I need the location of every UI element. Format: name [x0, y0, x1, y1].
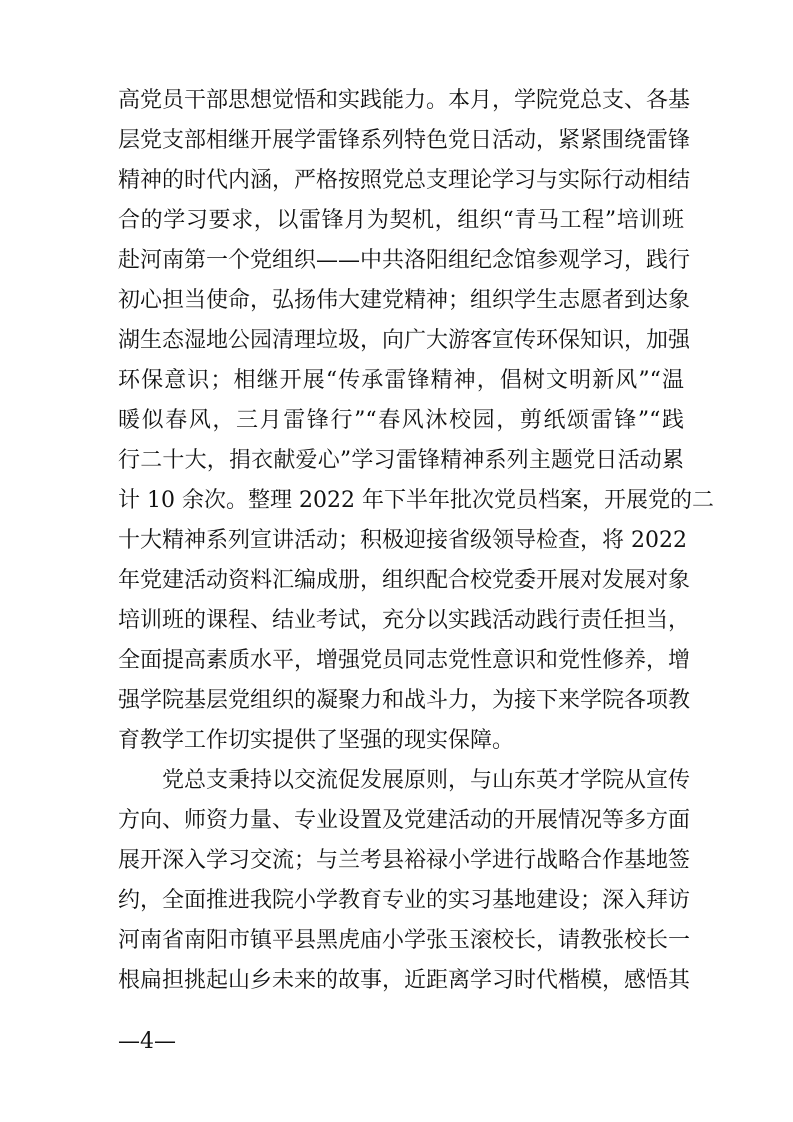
- paragraph-line: 赴河南第一个党组织——中共洛阳组纪念馆参观学习，践行: [118, 248, 691, 273]
- paragraph-line: 约，全面推进我院小学教育专业的实习基地建设；深入拜访: [118, 888, 691, 913]
- paragraph-line: 年党建活动资料汇编成册，组织配合校党委开展对发展对象: [118, 568, 691, 593]
- paragraph-line: 计 10 余次。整理 2022 年下半年批次党员档案，开展党的二: [118, 488, 714, 513]
- paragraph-line: 展开深入学习交流；与兰考县裕禄小学进行战略合作基地签: [118, 848, 691, 873]
- paragraph-line: 行二十大，捐衣献爱心”学习雷锋精神系列主题党日活动累: [118, 448, 684, 473]
- paragraph-line: 党总支秉持以交流促发展原则，与山东英才学院从宣传: [162, 768, 691, 793]
- paragraph-line: 层党支部相继开展学雷锋系列特色党日活动，紧紧围绕雷锋: [118, 128, 691, 153]
- paragraph-line: 河南省南阳市镇平县黑虎庙小学张玉滚校长，请教张校长一: [118, 928, 691, 953]
- paragraph-line: 环保意识；相继开展“传承雷锋精神，倡树文明新风”“温: [118, 368, 684, 393]
- paragraph-line: 培训班的课程、结业考试，充分以实践活动践行责任担当，: [118, 608, 691, 633]
- paragraph-line: 根扁担挑起山乡未来的故事，近距离学习时代楷模，感悟其: [118, 968, 691, 993]
- paragraph-line: 全面提高素质水平，增强党员同志党性意识和党性修养，增: [118, 648, 691, 673]
- paragraph-line: 合的学习要求，以雷锋月为契机，组织“青马工程”培训班: [118, 208, 684, 233]
- paragraph-line: 初心担当使命，弘扬伟大建党精神；组织学生志愿者到达象: [118, 288, 691, 313]
- paragraph-line: 强学院基层党组织的凝聚力和战斗力，为接下来学院各项教: [118, 688, 691, 713]
- page-number: —4—: [118, 1029, 176, 1054]
- paragraph-line: 方向、师资力量、专业设置及党建活动的开展情况等多方面: [118, 808, 691, 833]
- paragraph-line: 暖似春风，三月雷锋行”“春风沐校园，剪纸颂雷锋”“践: [118, 408, 684, 433]
- paragraph-line: 高党员干部思想觉悟和实践能力。本月，学院党总支、各基: [118, 88, 691, 113]
- paragraph-line: 精神的时代内涵，严格按照党总支理论学习与实际行动相结: [118, 168, 691, 193]
- paragraph-line: 湖生态湿地公园清理垃圾，向广大游客宣传环保知识，加强: [118, 328, 691, 353]
- paragraph-line: 十大精神系列宣讲活动；积极迎接省级领导检查，将 2022: [118, 528, 687, 553]
- paragraph-line: 育教学工作切实提供了坚强的现实保障。: [118, 728, 515, 753]
